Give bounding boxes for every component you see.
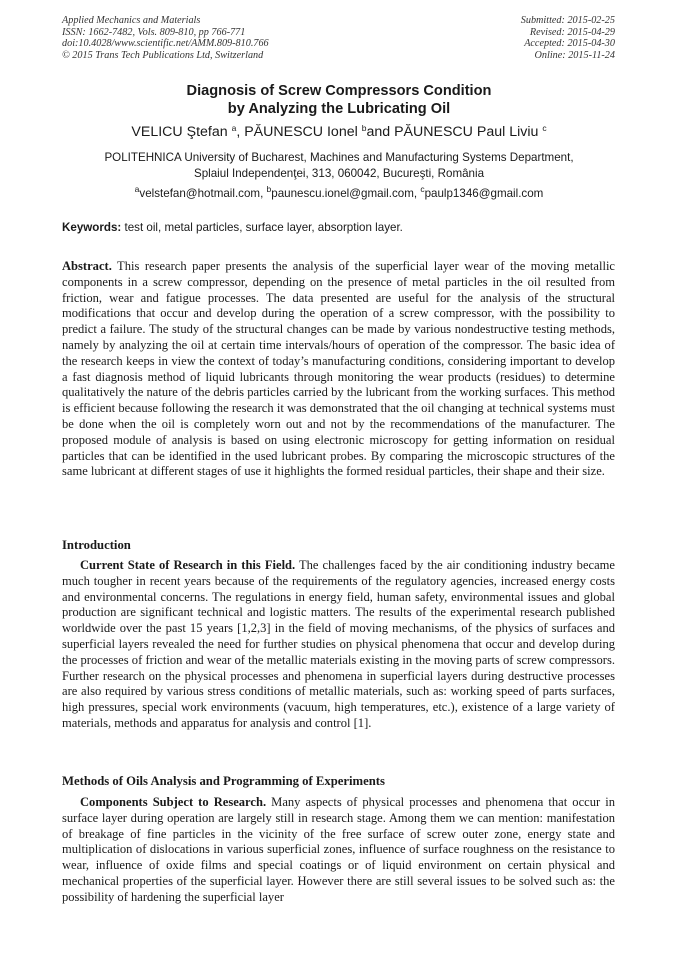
email-c-mark: c (420, 184, 425, 194)
introduction-paragraph (62, 558, 615, 732)
journal-name: Applied Mechanics and Materials (62, 15, 201, 26)
abstract-text: This research paper presents the analysis of the superficial layer wear of the moving metallic components in a screw compressor, depending on the presence of metal particles in the oil resulted from friction, wear and fatigue processes. The data presented are useful for the analysis of the structural modifications that occur and develop during the operation of a screw compressor, with the possibility to predict a failure. The study of the structural changes can be made by various nondestructive testing methods, namely by analyzing the oil at certain time intervals/hours of operation of the compressor. The basic idea of the research keeps in view the context of today’s manufacturing conditions, considering important to develop a fast diagnosis method of liquid lubricants through monitoring the wear products (residues) to determine qualitatively the nature of the debris particles carried by the lubricant from the working surfaces. This method is efficient because following the research it was demonstrated that the oil changing at technical systems must be done when the oil is completely worn out and not by the recommendations of the manufacturer. The proposed module of analysis is based on using electronic microscopy for getting information on residual particles that can be identified in the used lubricant probes. By comparing the microscopic structures of the same lubricant at different stages of use it highlights the formed residual particles, their shape and their size. (62, 259, 615, 479)
methods-heading: Methods of Oils Analysis and Programming of Experiments (62, 774, 385, 788)
date-submitted: Submitted: 2015-02-25 (520, 15, 615, 26)
author-2-affil-mark: b (361, 123, 367, 133)
affiliation-line-2: Splaiul Independenţei, 313, 060042, Bucureşti, România (193, 166, 485, 180)
keywords-text: test oil, metal particles, surface layer, absorption layer. (121, 221, 403, 234)
journal-info (62, 15, 269, 61)
author-1: VELICU Ştefan (131, 124, 228, 140)
author-3: PĂUNESCU Paul Liviu (394, 124, 539, 140)
journal-issn: ISSN: 1662-7482, Vols. 809-810, pp 766-771 (62, 26, 246, 38)
title-line-2: by Analyzing the Lubricating Oil (227, 101, 451, 117)
journal-doi[interactable]: doi:10.4028/www.scientific.net/AMM.809-810.766 (62, 38, 269, 50)
author-separator-2: and (366, 124, 395, 140)
email-b-mark: b (266, 184, 272, 194)
email-b[interactable]: paunescu.ionel@gmail.com, (271, 187, 421, 200)
journal-copyright: © 2015 Trans Tech Publications Ltd, Switzerland (62, 49, 264, 61)
methods-lead: Components Subject to Research. (80, 795, 267, 809)
date-revised: Revised: 2015-04-29 (529, 26, 615, 38)
introduction-text: The challenges faced by the air conditioning industry became much tougher in recent years because of the requirements of the regulatory agencies, increased energy costs and environmental concerns. The regulations in energy field, human safety, environmental issues and global production are significant technical and logistic matters. The results of the experimental research published worldwide over the past 15 years [1,2,3] in the field of moving mechanisms, of the physics of surfaces and superficial layers revealed the need for further studies on physical phenomena that occur and develop during the processes of friction and wear of the metallic materials existing in the moving parts of screw compressors. Further research on the physical processes and phenomena in superficial layers during destructive processes are also required by various stress conditions of metallic materials, such as: working speed of parts surfaces, high pressures, special work environments (vacuum, high temperatures, etc.), existence of a large variety of materials, methods and apparatus for analysis and control [1]. (62, 558, 615, 730)
introduction-lead: Current State of Research in this Field. (80, 558, 296, 572)
abstract-label: Abstract. (62, 259, 112, 273)
author-emails (62, 186, 616, 201)
publication-dates (521, 15, 615, 61)
keywords-label: Keywords: (62, 221, 122, 234)
methods-paragraph (62, 795, 615, 906)
methods-text: Many aspects of physical processes and phenomena that occur in surface layer during operation are largely still in research stage. Among them we can mention: manifestation of breakage of fine particles in the vicinity of the free surface of screw outer zone, energy state and multiplication of dislocations in various superficial zones, influence of surface roughness on the resistance to wear, influence of oxide films and special coatings or of liquid environment on certain physical and mechanical properties of the superficial layer. However there are still several issues to be solved such as: the possibility of hardening the superficial layer (62, 795, 615, 904)
abstract (62, 259, 615, 480)
date-accepted: Accepted: 2015-04-30 (524, 38, 615, 50)
author-1-affil-mark: a (231, 123, 237, 133)
author-separator-1: , (236, 124, 245, 140)
author-list (62, 123, 616, 141)
author-2: PĂUNESCU Ionel (244, 124, 358, 140)
title-line-1: Diagnosis of Screw Compressors Condition (186, 83, 492, 99)
email-a-mark: a (134, 184, 140, 194)
author-3-affil-mark: c (542, 123, 547, 133)
affiliation-line-1: POLITEHNICA University of Bucharest, Machines and Manufacturing Systems Department, (104, 151, 574, 164)
email-a[interactable]: velstefan@hotmail.com, (139, 187, 267, 200)
affiliation (62, 150, 616, 181)
date-online: Online: 2015-11-24 (534, 49, 615, 61)
email-c[interactable]: paulp1346@gmail.com (424, 187, 544, 200)
introduction-heading: Introduction (62, 538, 131, 552)
paper-title (62, 82, 616, 118)
keywords (62, 220, 616, 235)
